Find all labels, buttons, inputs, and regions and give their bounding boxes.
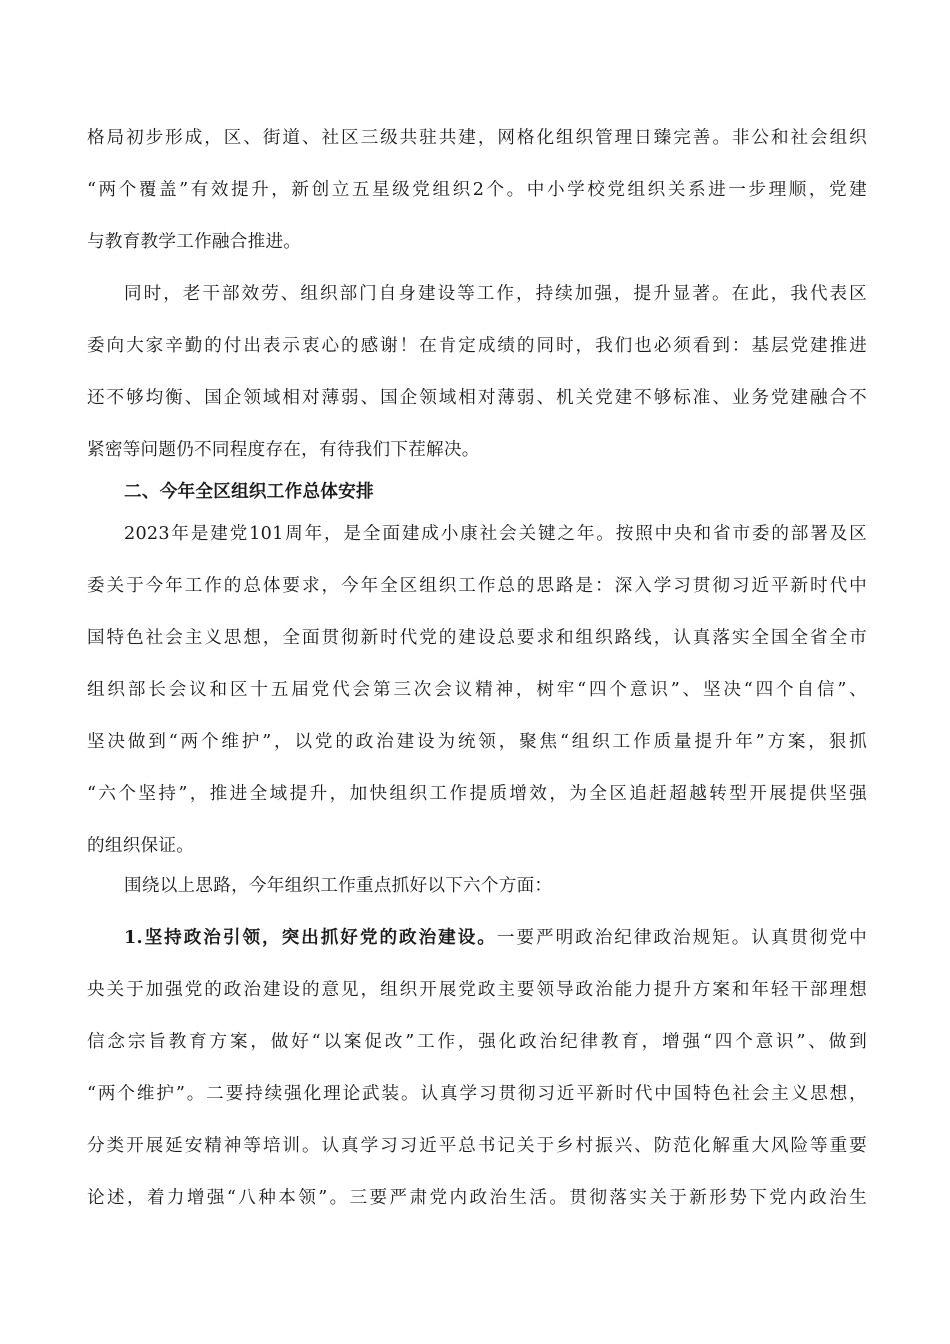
paragraph-line: 论述，着力增强“八种本领”。三要严肃党内政治生活。贯彻落实关于新形势下党内政治生 [87,1188,867,1208]
lead-continuation-text: 一要严明政治纪律政治规矩。认真贯彻党中 [496,928,867,948]
paragraph-line: 委关于今年工作的总体要求，今年全区组织工作总的思路是：深入学习贯彻习近平新时代中 [87,576,867,596]
paragraph-line: 委向大家辛勤的付出表示衷心的感谢！在肯定成绩的同时，我们也必须看到：基层党建推进 [87,336,867,356]
paragraph-line: 围绕以上思路，今年组织工作重点抓好以下六个方面： [124,876,553,896]
paragraph-line: 国特色社会主义思想，全面贯彻新时代党的建设总要求和组织路线，认真落实全国全省全市 [87,628,867,648]
paragraph-line: 同时，老干部效劳、组织部门自身建设等工作，持续加强，提升显著。在此，我代表区 [124,284,867,304]
paragraph-line: 的组织保证。 [87,836,195,856]
paragraph-line: 与教育教学工作融合推进。 [87,232,302,252]
paragraph-line: 2023年是建党101周年，是全面建成小康社会关键之年。按照中央和省市委的部署及区 [124,524,867,544]
paragraph-line: 格局初步形成，区、街道、社区三级共驻共建，网格化组织管理日臻完善。非公和社会组织 [87,128,867,148]
paragraph-line: 还不够均衡、国企领域相对薄弱、国企领域相对薄弱、机关党建不够标准、业务党建融合不 [87,388,867,408]
paragraph-line-first [124,925,867,951]
paragraph-line: “六个坚持”，推进全域提升，加快组织工作提质增效，为全区追赶超越转型开展提供坚强 [87,784,867,804]
paragraph-line: 分类开展延安精神等培训。认真学习习近平总书记关于乡村振兴、防范化解重大风险等重要 [87,1136,867,1156]
paragraph-line: 坚决做到“两个维护”，以党的政治建设为统领，聚焦“组织工作质量提升年”方案，狠抓 [87,732,867,752]
section-heading: 二、今年全区组织工作总体安排 [124,481,374,502]
bold-lead-text: 1.坚持政治引领，突出抓好党的政治建设。 [124,927,497,948]
paragraph-line: 组织部长会议和区十五届党代会第三次会议精神，树牢“四个意识”、坚决“四个自信”、 [87,680,867,700]
paragraph-line: “两个维护”。二要持续强化理论武装。认真学习贯彻习近平新时代中国特色社会主义思想， [87,1084,867,1104]
paragraph-line: 央关于加强党的政治建设的意见，组织开展党政主要领导政治能力提升方案和年轻干部理想 [87,980,867,1000]
paragraph-line: 紧密等问题仍不同程度存在，有待我们下茬解决。 [87,440,480,460]
paragraph-line: 信念宗旨教育方案，做好“以案促改”工作，强化政治纪律教育，增强“四个意识”、做到 [87,1032,867,1052]
paragraph-line: “两个覆盖”有效提升，新创立五星级党组织2个。中小学校党组织关系进一步理顺，党建 [87,180,867,200]
